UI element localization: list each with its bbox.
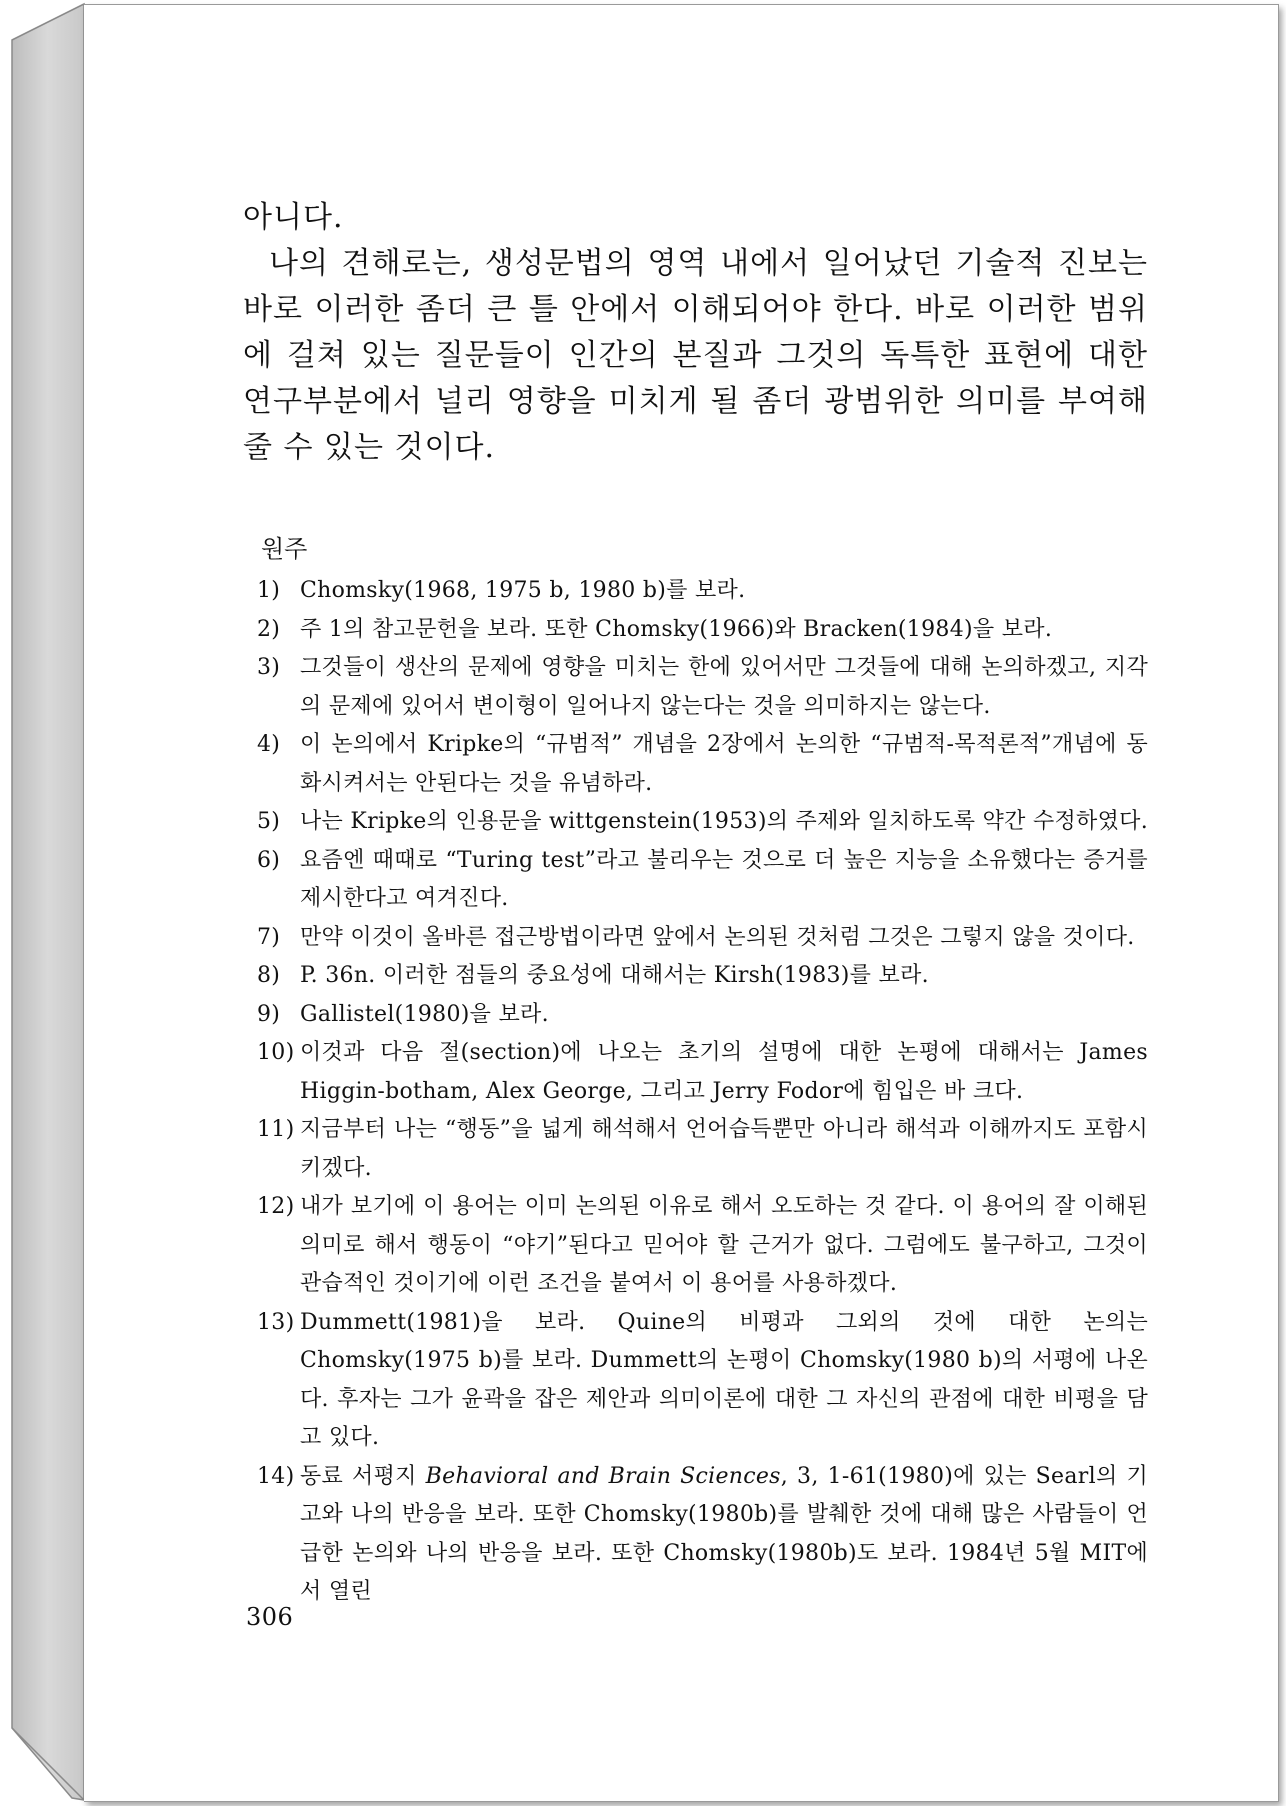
note-number: 13) — [257, 1309, 295, 1335]
note-text: P. 36n. 이러한 점들의 중요성에 대해서는 Kirsh(1983)를 보라. — [300, 963, 929, 988]
note-number: 11) — [257, 1117, 295, 1142]
note-number: 10) — [257, 1040, 295, 1065]
note-text: 그것들이 생산의 문제에 영향을 미치는 한에 있어서만 그것들에 대해 논의하겠고, 지각의 문제에 있어서 변이형이 일어나지 않는다는 것을 의미하지는 않는다. — [300, 655, 1148, 719]
note-text: Dummett(1981)을 보라. Quine의 비평과 그외의 것에 대한 논의는 Chomsky(1975 b)를 보라. Dummett의 논평이 Chomsky(1980 b)의 서평에 나온다. 후자는 그가 윤곽을 잡은 제안과 의미이론에 대한 그 자신의 관점에 대한 비평을 담고 있다. — [300, 1309, 1148, 1450]
note-text: 나는 Kripke의 인용문을 wittgenstein(1953)의 주제와 일치하도록 약간 수정하였다. — [300, 809, 1148, 834]
body-paragraph: 아니다. — [243, 200, 344, 235]
note-number: 2) — [257, 616, 281, 642]
body-text — [243, 195, 1148, 471]
note-text: Chomsky(1968, 1975 b, 1980 b)를 보라. — [300, 578, 746, 603]
note-text-part: 동료 서평지 — [300, 1463, 426, 1489]
note-number: 3) — [257, 655, 281, 680]
note-text — [300, 1458, 1148, 1612]
note-item — [243, 726, 1148, 803]
note-item — [243, 649, 1148, 726]
note-item — [243, 1304, 1148, 1458]
note-item — [243, 996, 1148, 1035]
note-text: 지금부터 나는 “행동”을 넓게 해석해서 언어습득뿐만 아니라 해석과 이해까지도 포함시키겠다. — [300, 1117, 1148, 1181]
note-text-part: , 3, 1-61(1980)에 있는 Searl의 기고와 나의 반응을 보라. 또한 Chomsky(1980b)를 발췌한 것에 대해 많은 사람들이 언급한 논의와 나의 반응을 보라. 또한 Chomsky(1980b)도 보라. 1984년 5월 MIT에서 열린 — [300, 1463, 1148, 1604]
note-item — [243, 1188, 1148, 1304]
page-number: 306 — [246, 1603, 294, 1631]
note-text: 내가 보기에 이 용어는 이미 논의된 이유로 해서 오도하는 것 같다. 이 용어의 잘 이해된 의미로 해서 행동이 “야기”된다고 믿어야 할 근거가 없다. 그럼에도 불구하고, 그것이 관습적인 것이기에 이런 조건을 붙여서 이 용어를 사용하겠다. — [300, 1194, 1148, 1296]
note-number: 4) — [257, 732, 281, 757]
note-text: 이 논의에서 Kripke의 “규범적” 개념을 2장에서 논의한 “규범적-목적론적”개념에 동화시켜서는 안된다는 것을 유념하라. — [300, 732, 1148, 796]
note-number: 6) — [257, 847, 281, 873]
notes-heading: 원주 — [261, 535, 308, 563]
note-item — [243, 1111, 1148, 1188]
note-text: Gallistel(1980)을 보라. — [300, 1001, 549, 1027]
note-item — [243, 611, 1148, 650]
body-paragraph: 나의 견해로는, 생성문법의 영역 내에서 일어났던 기술적 진보는 바로 이러한 좀더 큰 틀 안에서 이해되어야 한다. 바로 이러한 범위에 걸쳐 있는 질문들이 인간의 본질과 그것의 독특한 표현에 대한 연구부분에서 널리 영향을 미치게 될 좀더 광범위한 의미를 부여해줄 수 있는 것이다. — [243, 246, 1148, 465]
note-number: 7) — [257, 924, 281, 950]
note-number: 1) — [257, 578, 281, 603]
note-number: 14) — [257, 1463, 295, 1489]
note-item — [243, 842, 1148, 919]
note-item — [243, 957, 1148, 996]
note-item — [243, 1034, 1148, 1111]
note-text: 주 1의 참고문헌을 보라. 또한 Chomsky(1966)와 Bracken(1984)을 보라. — [300, 616, 1053, 642]
note-text: 이것과 다음 절(section)에 나오는 초기의 설명에 대한 논평에 대해서는 James Higgin-botham, Alex George, 그리고 Jerry Fodor에 힘입은 바 크다. — [300, 1040, 1148, 1104]
journal-title: Behavioral and Brain Sciences — [425, 1463, 781, 1489]
note-number: 9) — [257, 1001, 281, 1027]
note-number: 8) — [257, 963, 281, 988]
note-number: 12) — [257, 1194, 295, 1219]
note-number: 5) — [257, 809, 281, 834]
note-item — [243, 1458, 1148, 1612]
note-text: 요즘엔 때때로 “Turing test”라고 불리우는 것으로 더 높은 지능을 소유했다는 증거를 제시한다고 여겨진다. — [300, 847, 1148, 911]
note-item — [243, 919, 1148, 958]
note-item — [243, 572, 1148, 611]
note-text: 만약 이것이 올바른 접근방법이라면 앞에서 논의된 것처럼 그것은 그렇지 않을 것이다. — [300, 924, 1135, 950]
note-item — [243, 803, 1148, 842]
notes-section — [243, 533, 1148, 1612]
